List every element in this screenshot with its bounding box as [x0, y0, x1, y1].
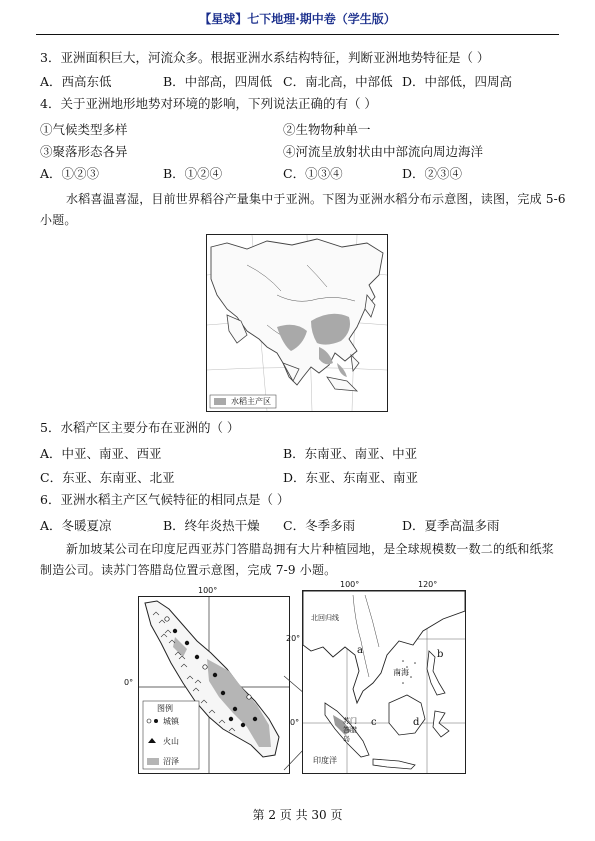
q4-item-4: ④河流呈放射状由中部流向周边海洋 — [283, 144, 484, 159]
legend-volcano-label: 火山 — [163, 737, 179, 746]
q3-option-a: A．西高东低 — [40, 74, 112, 89]
page-footer: 第 2 页 共 30 页 — [252, 808, 343, 822]
asia-rice-map-graphic — [207, 235, 387, 411]
q4-option-a: A．①②③ — [40, 166, 100, 181]
sea-lon-100-label: 100° — [340, 580, 360, 589]
label-b: b — [437, 649, 444, 660]
q5-option-c: C．东亚、东南亚、北亚 — [40, 470, 175, 485]
q5-option-a: A．中亚、南亚、西亚 — [40, 446, 162, 461]
sea-lat-0-label: 0° — [290, 718, 300, 727]
q4-stem: 4．关于亚洲地形地势对环境的影响，下列说法正确的有（ ） — [40, 96, 377, 111]
sumatra-lon-label: 100° — [198, 586, 218, 595]
q3-option-c: C．南北高，中部低 — [283, 74, 393, 89]
q4-option-d: D．②③④ — [402, 166, 463, 181]
label-c: c — [371, 717, 377, 728]
sea-map-frame — [302, 590, 466, 774]
intro-7-9-line2: 制造公司。读苏门答腊岛位置示意图，完成 7-9 小题。 — [40, 563, 337, 577]
q5-option-b: B．东南亚、南亚、中亚 — [283, 446, 418, 461]
sumatra-lat-label: 0° — [124, 678, 134, 687]
q3-option-b: B．中部高，四周低 — [163, 74, 273, 89]
q3-stem: 3．亚洲面积巨大，河流众多。根据亚洲水系结构特征，判断亚洲地势特征是（ ） — [40, 50, 490, 65]
indian-ocean-label: 印度洋 — [313, 756, 337, 765]
tropic-label: 北回归线 — [311, 614, 339, 622]
q4-item-1: ①气候类型多样 — [40, 122, 128, 137]
label-d: d — [413, 717, 420, 728]
intro-5-6-line1: 水稻喜温喜湿，目前世界稻谷产量集中于亚洲。下图为亚洲水稻分布示意图，读图，完成 5-6 — [66, 192, 566, 206]
q5-stem: 5．水稻产区主要分布在亚洲的（ ） — [40, 420, 240, 435]
legend-swamp-label: 沼泽 — [163, 757, 179, 766]
q6-option-a: A．冬暖夏凉 — [40, 518, 112, 533]
south-china-sea-label: 南海 — [393, 668, 409, 677]
q4-option-b: B．①②④ — [163, 166, 223, 181]
legend-town-label: 城镇 — [163, 717, 179, 726]
q5-option-d: D．东亚、东南亚、南亚 — [283, 470, 419, 485]
intro-5-6-line2: 小题。 — [40, 213, 77, 227]
q3-option-d: D．中部低，四周高 — [402, 74, 513, 89]
q4-option-c: C．①③④ — [283, 166, 343, 181]
q6-option-b: B．终年炎热干燥 — [163, 518, 260, 533]
page-header: 【星球】七下地理·期中卷（学生版） — [199, 12, 396, 26]
legend-title: 图例 — [157, 704, 173, 713]
rice-legend-label: 水稻主产区 — [231, 397, 271, 406]
q4-item-3: ③聚落形态各异 — [40, 144, 128, 159]
q6-option-d: D．夏季高温多雨 — [402, 518, 500, 533]
sumatra-map-graphic — [139, 597, 289, 773]
sea-lat-20-label: 20° — [286, 634, 301, 643]
sumatra-map-frame — [138, 596, 290, 774]
sea-lon-120-label: 120° — [418, 580, 438, 589]
q6-option-c: C．冬季多雨 — [283, 518, 356, 533]
sumatra-island-label: 苏门答腊岛 — [343, 717, 357, 743]
q4-item-2: ②生物物种单一 — [283, 122, 371, 137]
label-a: a — [357, 645, 363, 656]
asia-rice-map — [206, 234, 388, 412]
sumatra-detail-map — [124, 586, 290, 776]
southeast-asia-map — [286, 580, 470, 776]
header-rule — [36, 34, 559, 35]
intro-7-9-line1: 新加坡某公司在印度尼西亚苏门答腊岛拥有大片种植园地，是全球规模数一数二的纸和纸浆 — [66, 542, 555, 556]
q6-stem: 6．亚洲水稻主产区气候特征的相同点是（ ） — [40, 492, 290, 507]
